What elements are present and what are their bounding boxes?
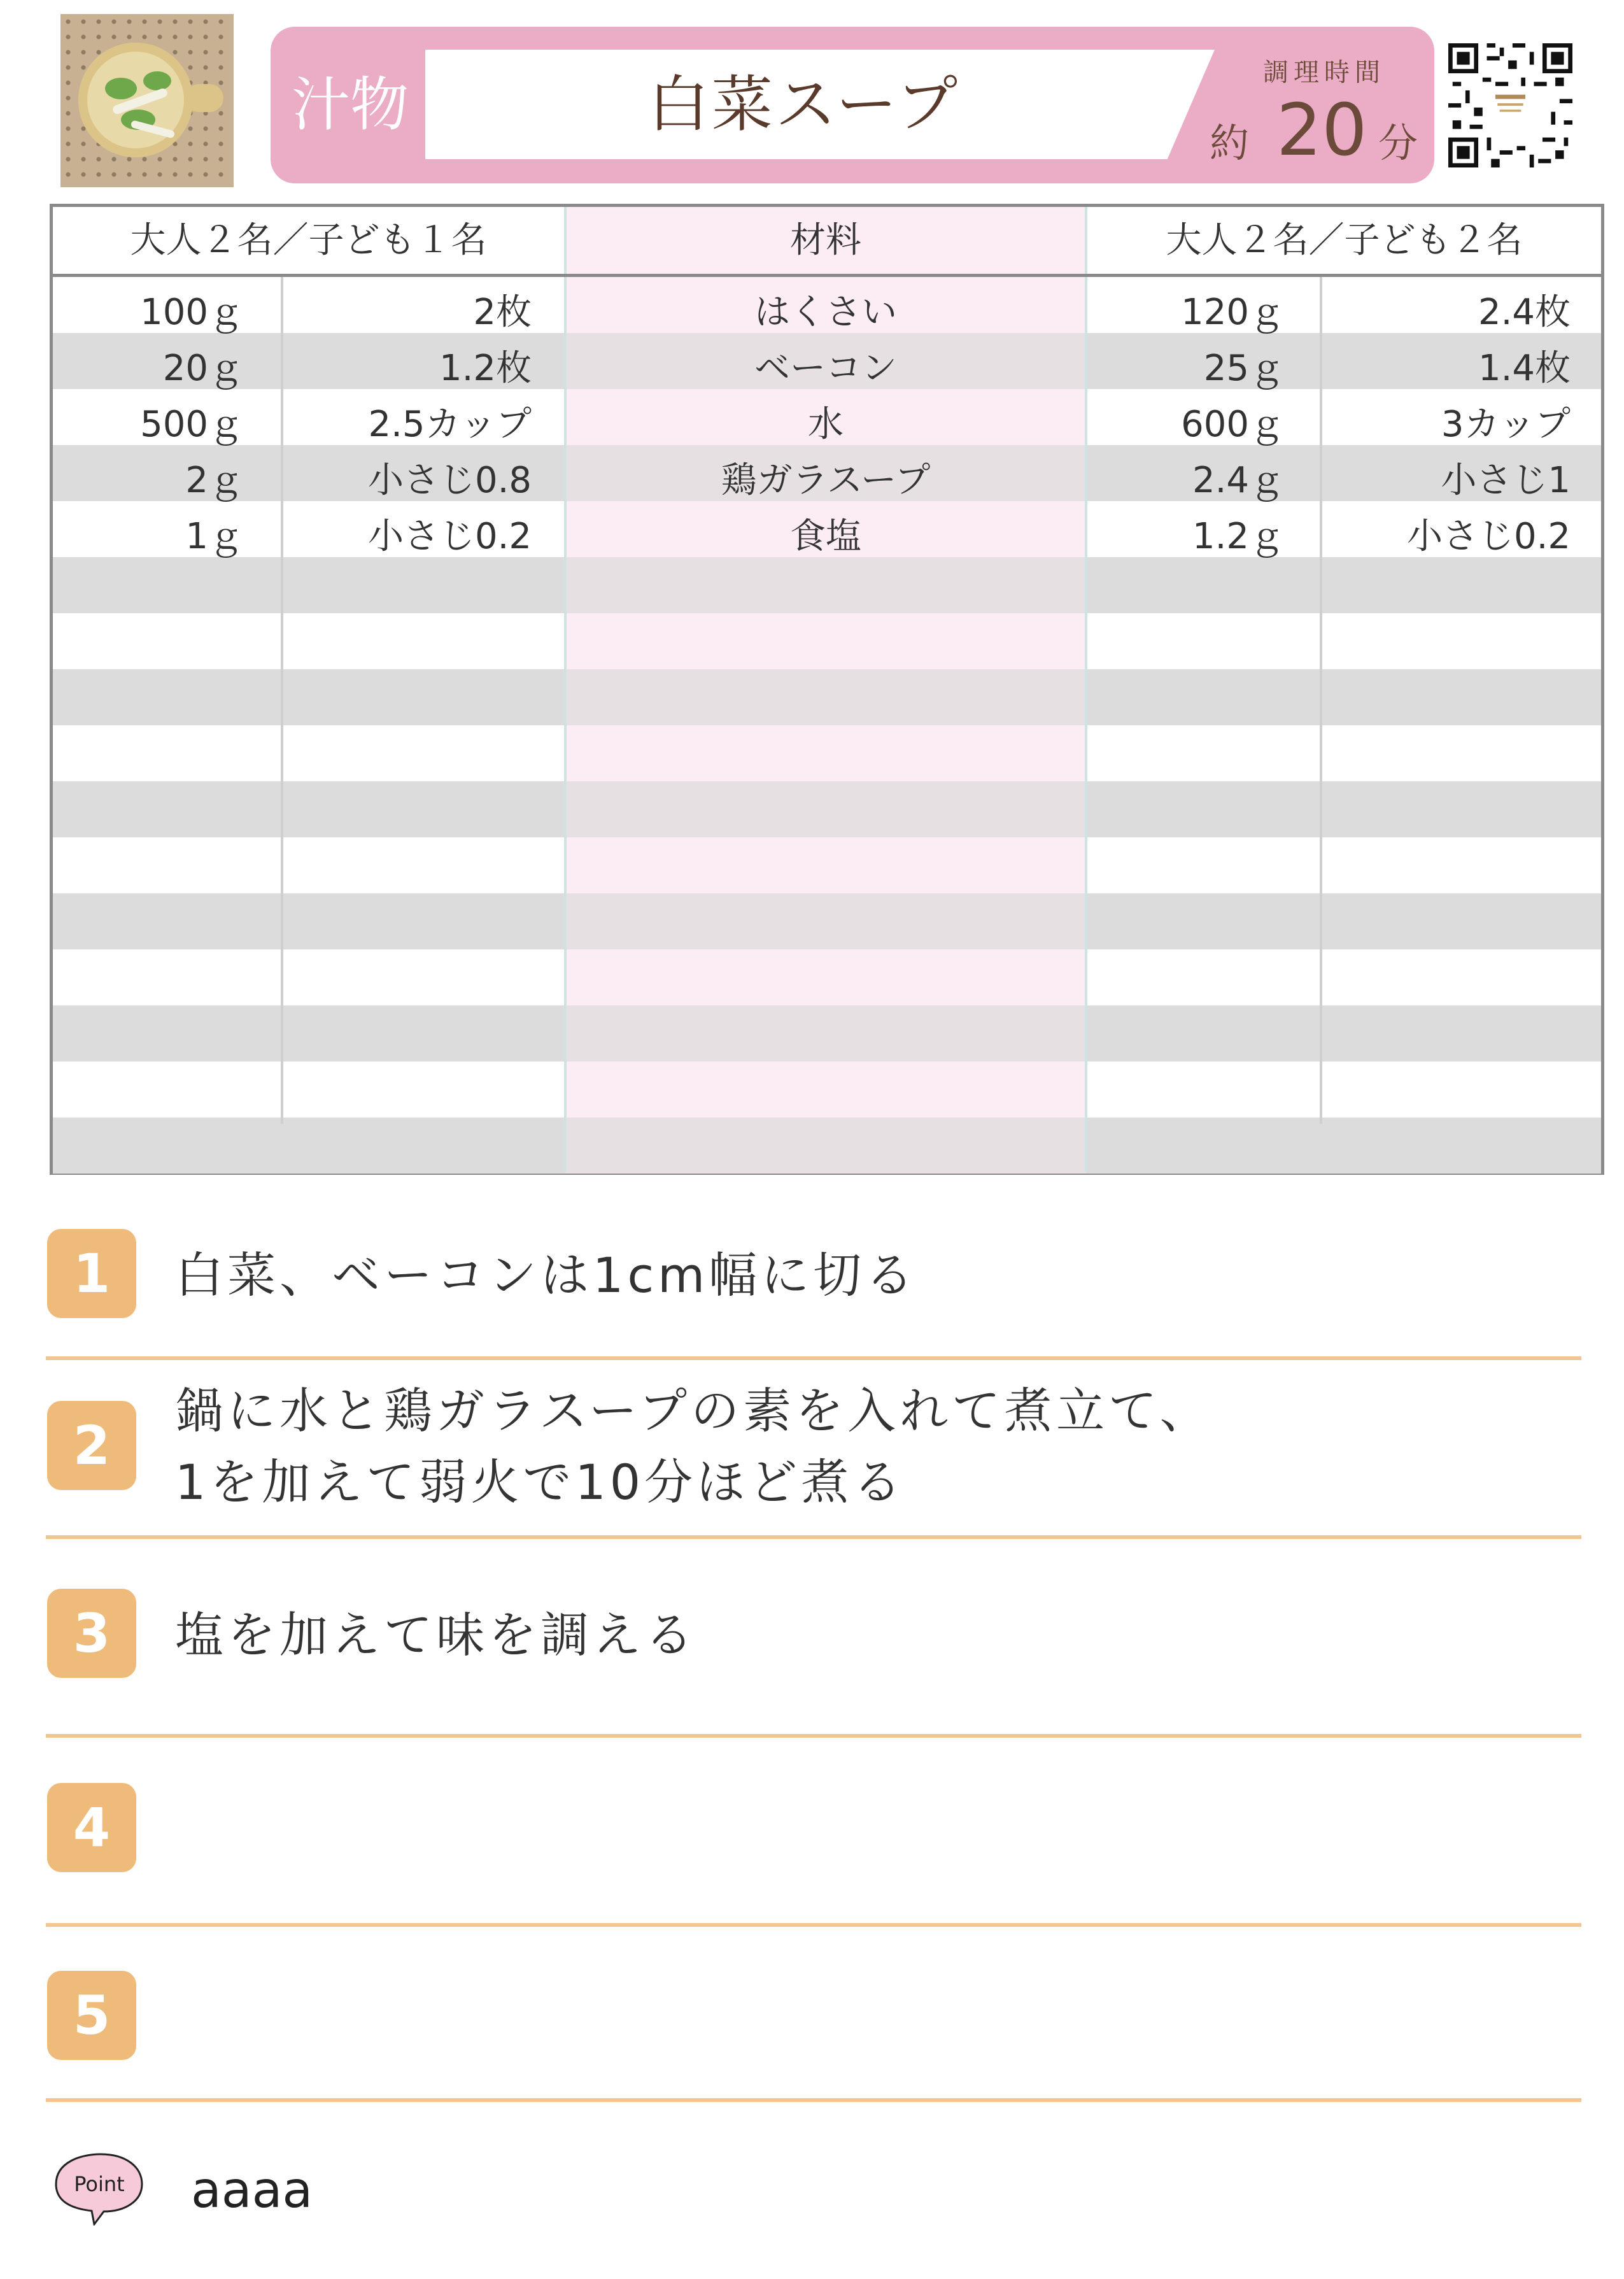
- table-header-separator: [53, 274, 1601, 277]
- step-divider: [46, 1356, 1581, 1360]
- left-measure: 小さじ0.8: [367, 460, 532, 501]
- right-measure: 1.4枚: [1478, 348, 1571, 389]
- left-grams: 2ｇ: [185, 460, 244, 501]
- step-text: 鍋に水と鶏ガラスープの素を入れて煮立て、: [175, 1382, 1212, 1439]
- ingredient-name: はくさい: [754, 292, 897, 333]
- ingredient-name: 食塩: [790, 516, 861, 557]
- ingredient-name: ベーコン: [754, 348, 897, 389]
- table-row-stripe: [53, 893, 1601, 949]
- right-grams: 2.4ｇ: [1192, 460, 1285, 501]
- cook-time-value: 20: [1276, 89, 1367, 172]
- left-grams: 500ｇ: [140, 404, 244, 445]
- qr-code-graphic: [1448, 43, 1572, 167]
- step-number-badge: 5: [47, 1971, 136, 2060]
- step-number-badge: 4: [47, 1783, 136, 1872]
- right-grams: 1.2ｇ: [1192, 516, 1285, 557]
- right-grams: 120ｇ: [1181, 292, 1285, 333]
- ingredient-name: 水: [808, 404, 844, 445]
- bowl-handle: [185, 84, 223, 112]
- table-row-stripe: [53, 1005, 1601, 1061]
- step-text: 塩を加えて味を調える: [175, 1607, 697, 1663]
- step-divider: [46, 1535, 1581, 1539]
- right-grams: 25ｇ: [1203, 348, 1285, 389]
- step-divider: [46, 1734, 1581, 1738]
- right-measure: 小さじ0.2: [1406, 516, 1571, 557]
- left-grams: 1ｇ: [185, 516, 244, 557]
- point-label: Point: [74, 2172, 125, 2196]
- table-row-stripe: [53, 1118, 1601, 1174]
- step-text: 白菜、ベーコンは1cm幅に切る: [175, 1247, 918, 1303]
- table-header-right: 大人２名／子ども２名: [1166, 220, 1523, 261]
- left-measure: 2.5カップ: [368, 404, 532, 445]
- step-text: 1を加えて弱火で10分ほど煮る: [175, 1454, 906, 1510]
- cook-time-unit: 分: [1378, 120, 1418, 166]
- point-bubble-icon: [50, 2149, 145, 2226]
- left-grams: 100ｇ: [140, 292, 244, 333]
- table-row-stripe: [53, 557, 1601, 613]
- soup-leaf: [105, 78, 137, 99]
- qr-code-icon[interactable]: [1448, 43, 1572, 167]
- right-measure: 3カップ: [1441, 404, 1571, 445]
- point-text: aaaa: [191, 2162, 313, 2219]
- table-row-stripe: [53, 669, 1601, 725]
- left-measure: 小さじ0.2: [367, 516, 532, 557]
- right-measure: 2.4枚: [1478, 292, 1571, 333]
- table-row-stripe: [53, 781, 1601, 837]
- left-grams: 20ｇ: [162, 348, 244, 389]
- left-measure: 2枚: [473, 292, 532, 333]
- table-header-left: 大人２名／子ども１名: [130, 220, 487, 261]
- recipe-title: 白菜スープ: [647, 69, 961, 140]
- step-number-badge: 1: [47, 1229, 136, 1318]
- step-number-badge: 3: [47, 1589, 136, 1678]
- cook-time-label: 調理時間: [1263, 58, 1385, 87]
- step-number-badge: 2: [47, 1401, 136, 1490]
- step-divider: [46, 2098, 1581, 2102]
- category-label: 汁物: [291, 71, 409, 139]
- dish-photo: [60, 14, 234, 187]
- right-measure: 小さじ1: [1441, 460, 1571, 501]
- left-measure: 1.2枚: [439, 348, 532, 389]
- step-divider: [46, 1923, 1581, 1927]
- soup-leaf: [143, 71, 171, 90]
- ingredient-name: 鶏ガラスープ: [721, 460, 931, 501]
- table-header-middle: 材料: [790, 220, 861, 261]
- right-grams: 600ｇ: [1181, 404, 1285, 445]
- cook-time-prefix: 約: [1210, 120, 1250, 166]
